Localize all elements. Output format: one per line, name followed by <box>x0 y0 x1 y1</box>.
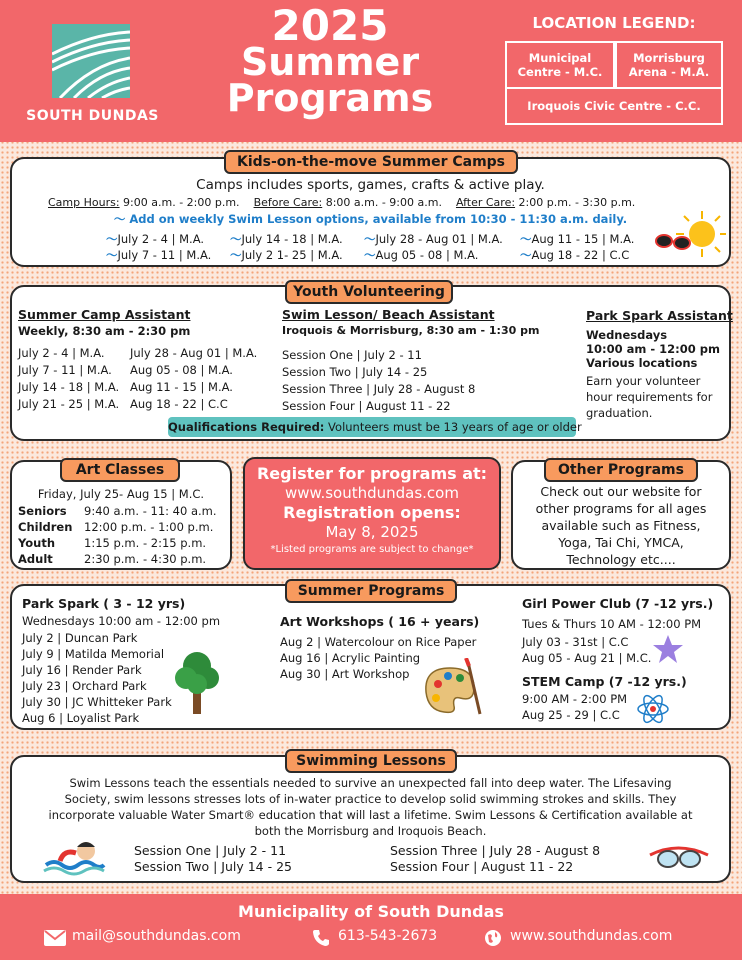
footer-web[interactable]: www.southdundas.com <box>510 928 673 944</box>
art-workshop-row: Aug 30 | Art Workshop <box>280 667 410 681</box>
art-time: 1:15 p.m. - 2:15 p.m. <box>84 536 207 550</box>
swim-desc: incorporate valuable Water Smart® education that will last a lifetime. Swim Lessons & Certification available at <box>48 808 693 822</box>
other-line: Check out our website for <box>540 484 702 499</box>
title-year: 2025 <box>271 1 389 50</box>
park-row: July 30 | JC Whitteker Park <box>22 695 172 709</box>
art-label: Adult <box>18 552 53 566</box>
legend-cc: Iroquois Civic Centre - C.C. <box>505 87 723 125</box>
swim-session: Session Four | August 11 - 22 <box>390 859 574 874</box>
kids-week: 〜July 2 - 4 | M.A. <box>106 232 205 246</box>
wave-icon: 〜 <box>520 232 532 246</box>
park-assistant-note: Earn your volunteer <box>586 374 701 388</box>
park-assistant-loc: Various locations <box>586 356 698 370</box>
park-assistant-note: hour requirements for <box>586 390 713 404</box>
kids-hours: Camp Hours: 9:00 a.m. - 2:00 p.m. Before Care: 8:00 a.m. - 9:00 a.m. After Care: 2:00 p.m. - 3:30 p.m. <box>48 196 636 209</box>
art-time: 12:00 p.m. - 1:00 p.m. <box>84 520 214 534</box>
kids-week: 〜July 14 - 18 | M.A. <box>230 232 343 246</box>
kids-week: 〜July 28 - Aug 01 | M.A. <box>364 232 503 246</box>
logo-text: SOUTH DUNDAS <box>26 108 159 124</box>
park-assistant-time: 10:00 am - 12:00 pm <box>586 342 720 356</box>
camp-assistant-sub: Weekly, 8:30 am - 2:30 pm <box>18 324 191 338</box>
camp-week: July 2 - 4 | M.A. <box>18 346 105 360</box>
swim-session: Session One | July 2 - 11 <box>282 348 422 362</box>
page-title <box>200 1 460 120</box>
camp-week: July 21 - 25 | M.A. <box>18 397 120 411</box>
wave-icon: 〜 <box>364 232 376 246</box>
legend-mc: Municipal Centre - M.C. <box>505 41 615 89</box>
girl-power-row: July 03 - 31st | C.C <box>522 635 629 649</box>
swim-session: Session Three | July 28 - August 8 <box>390 843 601 858</box>
summer-programs-card <box>10 584 731 730</box>
art-time: 9:40 a.m. - 11: 40 a.m. <box>84 504 217 518</box>
star-icon <box>652 634 684 664</box>
swim-session: Session One | July 2 - 11 <box>134 843 287 858</box>
swim-session: Session Two | July 14 - 25 <box>134 859 292 874</box>
swimmer-icon <box>42 835 106 877</box>
park-assistant-note: graduation. <box>586 406 653 420</box>
register-note: *Listed programs are subject to change* <box>270 544 474 555</box>
kids-week: 〜July 2 1- 25 | M.A. <box>230 248 343 262</box>
header <box>0 0 742 142</box>
wave-icon: 〜 <box>230 248 242 262</box>
register-heading: Register for programs at: <box>256 464 488 483</box>
title-line2: Programs <box>226 76 434 120</box>
camp-week: Aug 11 - 15 | M.A. <box>130 380 233 394</box>
art-time: 2:30 p.m. - 4:30 p.m. <box>84 552 207 566</box>
swim-session: Session Three | July 28 - August 8 <box>282 382 476 396</box>
footer <box>0 894 742 960</box>
camp-week: July 28 - Aug 01 | M.A. <box>130 346 258 360</box>
atom-icon <box>636 692 670 726</box>
register-box <box>243 457 501 570</box>
logo-graphic <box>52 24 130 98</box>
phone-icon <box>312 929 330 947</box>
kids-week: 〜Aug 18 - 22 | C.C <box>520 248 630 262</box>
kids-swim-note: 〜 Add on weekly Swim Lesson options, available from 10:30 - 11:30 a.m. daily. <box>113 212 628 226</box>
stem-date: Aug 25 - 29 | C.C <box>522 708 620 722</box>
park-spark-time: Wednesdays 10:00 am - 12:00 pm <box>22 614 221 628</box>
camp-week: July 7 - 11 | M.A. <box>18 363 112 377</box>
camp-assistant-title: Summer Camp Assistant <box>18 307 191 322</box>
art-tab: Art Classes <box>60 458 180 482</box>
summer-tab: Summer Programs <box>285 579 457 603</box>
park-row: July 23 | Orchard Park <box>22 679 147 693</box>
kids-week: 〜Aug 05 - 08 | M.A. <box>364 248 479 262</box>
art-label: Children <box>18 520 73 534</box>
wave-icon: 〜 <box>113 212 130 226</box>
art-label: Seniors <box>18 504 67 518</box>
qualifications-banner: Qualifications Required: Volunteers must be 13 years of age or older <box>168 417 576 437</box>
art-label: Youth <box>18 536 56 550</box>
mail-icon <box>44 930 66 946</box>
legend-ma: Morrisburg Arena - M.A. <box>615 41 723 89</box>
footer-title: Municipality of South Dundas <box>238 902 504 921</box>
swim-goggles-icon <box>648 841 710 871</box>
kids-intro: Camps includes sports, games, crafts & active play. <box>196 177 545 193</box>
tree-icon <box>174 648 220 716</box>
footer-email[interactable]: mail@southdundas.com <box>72 928 241 944</box>
park-assistant-title: Park Spark Assistant <box>586 308 733 323</box>
kids-tab: Kids-on-the-move Summer Camps <box>224 150 518 174</box>
girl-power-row: Aug 05 - Aug 21 | M.C. <box>522 651 652 665</box>
wave-icon: 〜 <box>106 248 118 262</box>
other-tab: Other Programs <box>544 458 698 482</box>
other-line: Yoga, Tai Chi, YMCA, <box>558 535 684 550</box>
swimming-tab: Swimming Lessons <box>285 749 457 773</box>
park-row: Aug 6 | Loyalist Park <box>22 711 140 725</box>
art-dates: Friday, July 25- Aug 15 | M.C. <box>37 487 205 501</box>
stem-time: 9:00 AM - 2:00 PM <box>522 692 628 706</box>
swim-assistant-title: Swim Lesson/ Beach Assistant <box>282 307 495 322</box>
title-line1: Summer <box>240 40 420 84</box>
camp-week: Aug 18 - 22 | C.C <box>130 397 228 411</box>
globe-icon <box>484 929 502 947</box>
paint-palette-icon <box>420 658 484 718</box>
registration-opens: Registration opens: <box>283 503 461 522</box>
girl-power-time: Tues & Thurs 10 AM - 12:00 PM <box>522 617 702 631</box>
fields-icon <box>52 24 130 98</box>
art-workshop-row: Aug 2 | Watercolour on Rice Paper <box>280 635 477 649</box>
park-row: July 16 | Render Park <box>22 663 142 677</box>
art-workshops-title: Art Workshops ( 16 + years) <box>280 614 480 629</box>
sun-sunglasses-icon <box>652 209 726 259</box>
wave-icon: 〜 <box>364 248 376 262</box>
wave-icon: 〜 <box>230 232 242 246</box>
swim-desc: Swim Lessons teach the essentials needed to survive an unexpected fall into deep water. The Lifesaving <box>69 776 672 790</box>
swimming-card <box>10 755 731 883</box>
register-url[interactable]: www.southdundas.com <box>285 484 459 502</box>
stem-title: STEM Camp (7 -12 yrs.) <box>522 674 687 689</box>
swim-session: Session Two | July 14 - 25 <box>282 365 428 379</box>
park-row: July 2 | Duncan Park <box>22 631 138 645</box>
kids-week: 〜Aug 11 - 15 | M.A. <box>520 232 635 246</box>
camp-week: Aug 05 - 08 | M.A. <box>130 363 233 377</box>
kids-week: 〜July 7 - 11 | M.A. <box>106 248 212 262</box>
youth-tab: Youth Volunteering <box>285 280 453 304</box>
girl-power-title: Girl Power Club (7 -12 yrs.) <box>522 596 714 611</box>
wave-icon: 〜 <box>106 232 118 246</box>
footer-phone[interactable]: 613-543-2673 <box>338 928 438 944</box>
park-row: July 9 | Matilda Memorial <box>22 647 165 661</box>
park-assistant-day: Wednesdays <box>586 328 668 342</box>
camp-week: July 14 - 18 | M.A. <box>18 380 120 394</box>
other-line: Technology etc.... <box>566 552 676 567</box>
wave-icon: 〜 <box>520 248 532 262</box>
registration-date: May 8, 2025 <box>325 523 419 541</box>
swim-session: Session Four | August 11 - 22 <box>282 399 451 413</box>
other-line: other programs for all ages <box>535 501 707 516</box>
swim-desc: Society, swim lessons stresses lots of in-water practice to develop solid swimming strokes and skills. They <box>64 792 677 806</box>
swim-desc: both the Morrisburg and Iroquois Beach. <box>254 824 487 838</box>
youth-card <box>10 285 731 441</box>
swim-assistant-sub: Iroquois & Morrisburg, 8:30 am - 1:30 pm <box>282 324 540 337</box>
art-workshop-row: Aug 16 | Acrylic Painting <box>280 651 421 665</box>
park-spark-title: Park Spark ( 3 - 12 yrs) <box>22 596 186 611</box>
other-line: available such as Fitness, <box>541 518 701 533</box>
legend-title: LOCATION LEGEND: <box>532 14 696 32</box>
